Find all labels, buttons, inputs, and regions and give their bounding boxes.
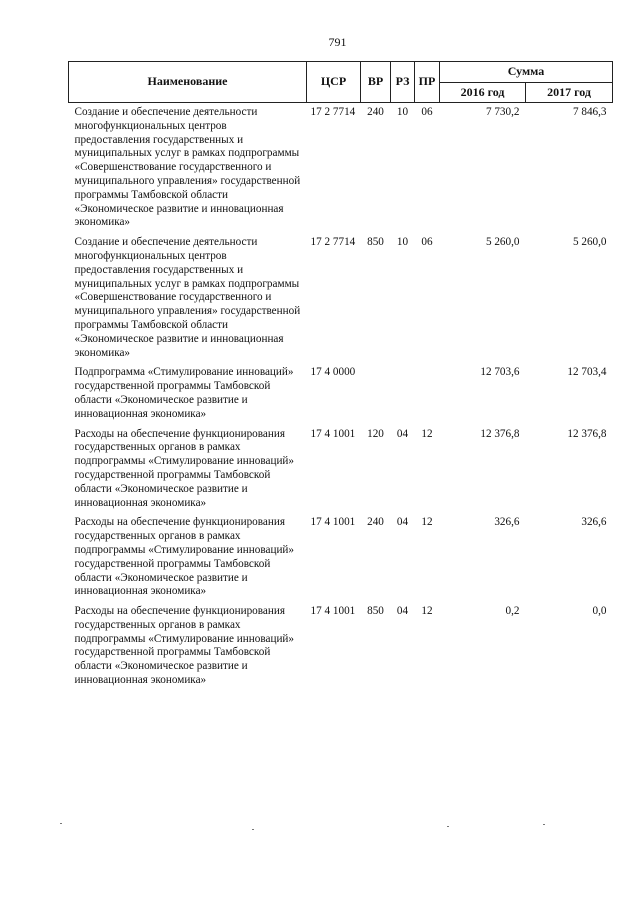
row-sum-2016: 12 703,6 xyxy=(480,366,520,379)
row-name: Создание и обеспечение деятельности многофункциональных центров предоставления государственных и муниципальных услуг в рамках подпрограммы «Совершенствование государственного и муниципального управления» государственной программы Тамбовской области «Экономическое развитие и инновационная экономика» xyxy=(74,236,301,359)
row-name: Подпрограмма «Стимулирование инноваций» государственной программы Тамбовской области «Экономическое развитие и инновационная экономика» xyxy=(74,366,294,420)
row-name: Расходы на обеспечение функционирования государственных органов в рамках подпрограммы «Стимулирование инноваций» государственной программы Тамбовской области «Экономическое развитие и инновационная экономика» xyxy=(74,427,295,509)
row-pr: 12 xyxy=(421,427,433,440)
row-pr: 06 xyxy=(421,106,433,118)
row-csr: 17 4 1001 xyxy=(310,605,356,618)
row-rz: 04 xyxy=(396,605,409,618)
row-name: Расходы на обеспечение функционирования государственных органов в рамках подпрограммы «Стимулирование инноваций» государственной программы Тамбовской области «Экономическое развитие и инновационная экономика» xyxy=(74,605,295,687)
row-csr: 17 4 1001 xyxy=(310,516,356,529)
row-sum-2016: 5 260,0 xyxy=(485,236,520,249)
budget-table xyxy=(68,61,613,691)
table-row xyxy=(69,103,613,234)
table-header xyxy=(69,62,613,103)
header-rz: РЗ xyxy=(391,62,415,103)
header-year-2016: 2016 год xyxy=(440,83,526,103)
row-name: Создание и обеспечение деятельности многофункциональных центров предоставления государственных и муниципальных услуг в рамках подпрограммы «Совершенствование государственного и муниципального управления» государственной программы Тамбовской области «Экономическое развитие и инновационная экономика» xyxy=(74,106,301,229)
row-sum-2016: 12 376,8 xyxy=(480,427,520,440)
row-sum-2017: 0,0 xyxy=(592,605,607,618)
row-vr: 850 xyxy=(367,605,384,618)
row-rz xyxy=(391,363,415,424)
table-row xyxy=(69,602,613,691)
row-rz: 04 xyxy=(396,427,409,440)
row-vr xyxy=(361,363,391,424)
row-sum-2017: 12 703,4 xyxy=(567,366,607,379)
scan-speck xyxy=(543,824,545,825)
page-number: 791 xyxy=(328,35,347,49)
row-sum-2016: 326,6 xyxy=(494,516,520,529)
table-row xyxy=(69,513,613,602)
row-sum-2017: 12 376,8 xyxy=(567,427,607,440)
table-row xyxy=(69,363,613,424)
row-pr xyxy=(415,363,440,424)
header-vr: ВР xyxy=(361,62,391,103)
scan-speck xyxy=(252,829,254,830)
header-name: Наименование xyxy=(69,62,307,103)
row-vr: 850 xyxy=(367,236,384,249)
row-pr: 12 xyxy=(421,605,433,618)
row-rz: 10 xyxy=(396,236,409,249)
scan-speck xyxy=(447,826,449,827)
row-csr: 17 2 7714 xyxy=(310,236,356,249)
row-sum-2017: 7 846,3 xyxy=(572,106,607,118)
row-sum-2016: 7 730,2 xyxy=(485,106,520,118)
table-body xyxy=(69,103,613,691)
header-sum: Сумма xyxy=(440,62,613,83)
scan-speck xyxy=(60,823,62,824)
header-pr: ПР xyxy=(415,62,440,103)
row-sum-2017: 5 260,0 xyxy=(572,236,607,249)
table-row xyxy=(69,425,613,514)
row-pr: 06 xyxy=(421,236,433,249)
row-vr: 120 xyxy=(367,427,384,440)
header-csr: ЦСР xyxy=(307,62,361,103)
row-sum-2016: 0,2 xyxy=(505,605,520,618)
row-vr: 240 xyxy=(367,516,384,529)
row-rz: 04 xyxy=(396,516,409,529)
row-vr: 240 xyxy=(367,106,384,118)
row-csr: 17 4 1001 xyxy=(310,427,356,440)
row-csr: 17 2 7714 xyxy=(310,106,356,118)
row-csr: 17 4 0000 xyxy=(310,366,356,379)
row-sum-2017: 326,6 xyxy=(581,516,607,529)
row-pr: 12 xyxy=(421,516,433,529)
header-year-2017: 2017 год xyxy=(526,83,613,103)
row-rz: 10 xyxy=(396,106,409,118)
table-row xyxy=(69,233,613,363)
row-name: Расходы на обеспечение функционирования государственных органов в рамках подпрограммы «Стимулирование инноваций» государственной программы Тамбовской области «Экономическое развитие и инновационная экономика» xyxy=(74,516,295,598)
